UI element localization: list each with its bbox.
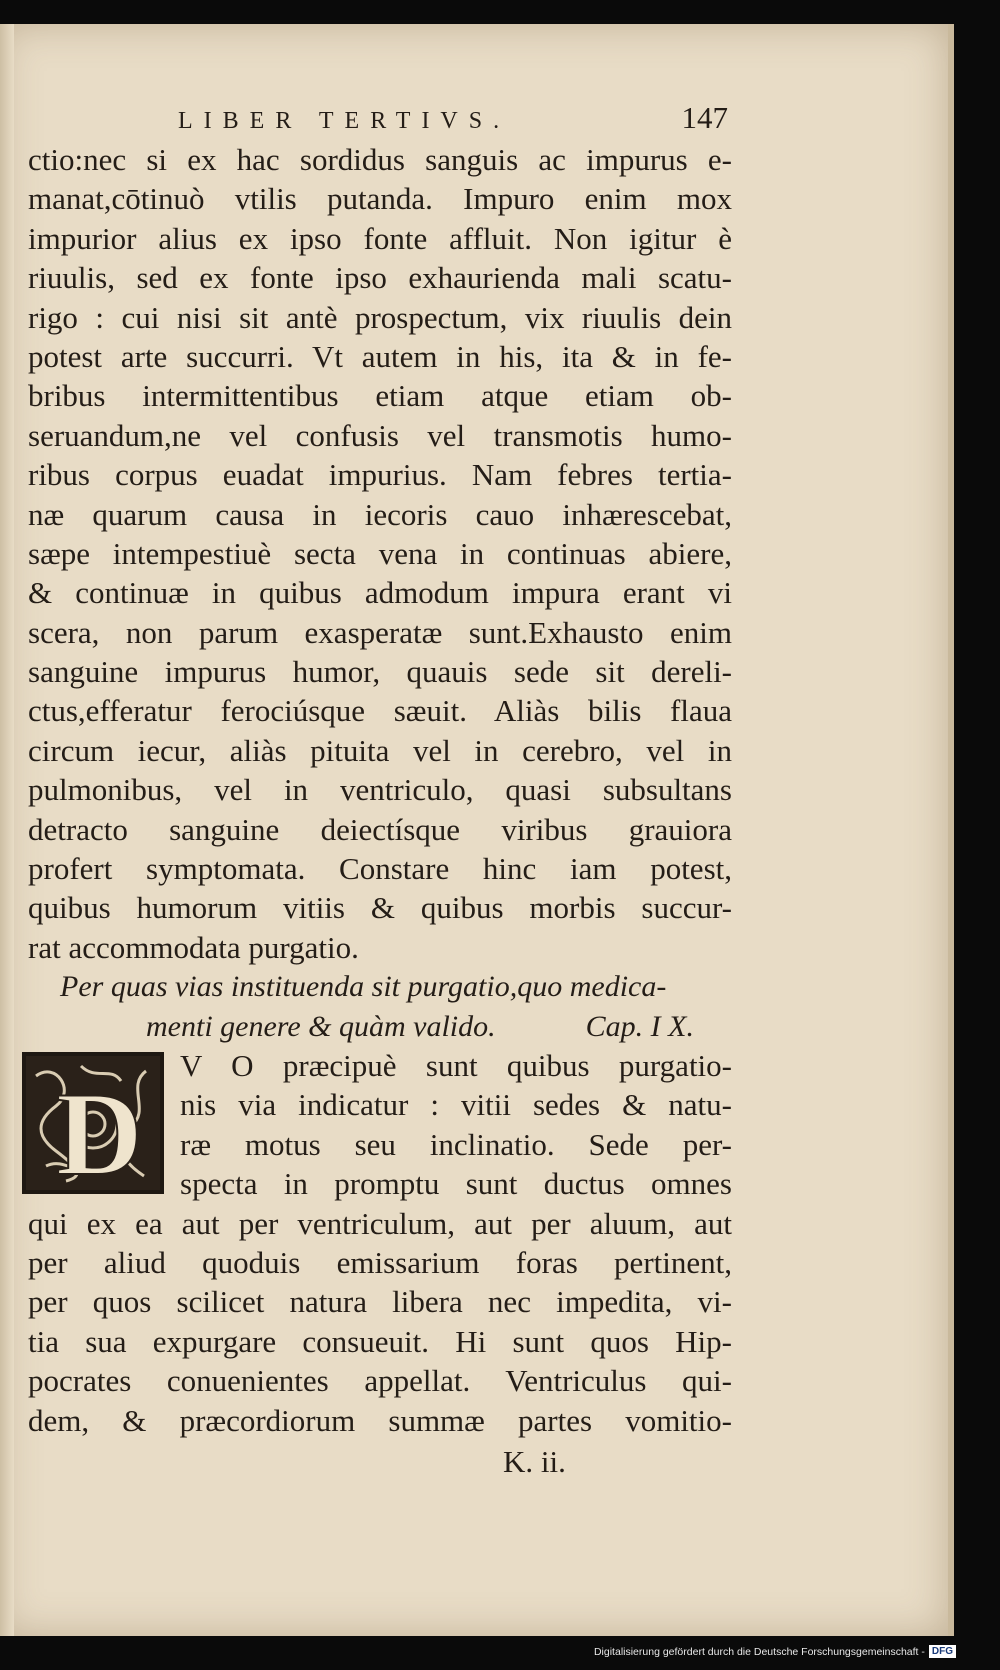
- text-line: ræ motus seu inclinatio. Sede per-: [180, 1126, 732, 1162]
- text-line: per aliud quoduis emissarium foras pertinent,: [28, 1244, 732, 1280]
- text-line: rat accommodata purgatio.: [28, 929, 359, 965]
- body-paragraph-2: [28, 1046, 732, 1440]
- chapter-heading-line: menti genere & quàm valido.: [146, 1009, 496, 1043]
- chapter-heading-line-2: [28, 1007, 732, 1046]
- text-line: qui ex ea aut per ventriculum, aut per aluum, aut: [28, 1205, 732, 1241]
- text-line: specta in promptu sunt ductus omnes: [180, 1166, 732, 1202]
- text-line: potest arte succurri. Vt autem in his, ita & in fe-: [28, 338, 732, 374]
- page-gutter-shadow: [0, 24, 14, 1636]
- text-line: tia sua expurgare consueuit. Hi sunt quos Hip-: [28, 1323, 732, 1359]
- text-line: scera, non parum exasperatæ sunt.Exhausto enim: [28, 614, 732, 650]
- initial-glyph: D: [56, 1066, 143, 1190]
- text-line: sæpe intempestiuè secta vena in continuas abiere,: [28, 535, 732, 571]
- text-line: manat,cōtinuò vtilis putanda. Impuro enim mox: [28, 181, 732, 217]
- text-line: riuulis, sed ex fonte ipso exhaurienda mali scatu-: [28, 260, 732, 296]
- text-line: detracto sanguine deiectísque viribus grauiora: [28, 811, 732, 847]
- text-line: ribus corpus euadat impurius. Nam febres tertia-: [28, 457, 732, 493]
- text-line: circum iecur, aliàs pituita vel in cerebro, vel in: [28, 732, 732, 768]
- text-line: rigo : cui nisi sit antè prospectum, vix riuulis dein: [28, 299, 732, 335]
- running-head: [28, 100, 732, 140]
- dfg-logo: DFG: [929, 1645, 956, 1658]
- text-line: V O præcipuè sunt quibus purgatio-: [180, 1047, 732, 1083]
- decorated-initial-d: [22, 1052, 164, 1194]
- text-line: seruandum,ne vel confusis vel transmotis humo-: [28, 417, 732, 453]
- text-line: bribus intermittentibus etiam atque etiam ob-: [28, 378, 732, 414]
- text-line: quibus humorum vitiis & quibus morbis succur-: [28, 890, 732, 926]
- text-line: sanguine impurus humor, quauis sede sit dereli-: [28, 654, 732, 690]
- chapter-heading: [28, 967, 732, 1046]
- credit-text: Digitalisierung gefördert durch die Deutsche Forschungsgemeinschaft -: [593, 1645, 925, 1658]
- chapter-number: Cap. I X.: [585, 1009, 694, 1043]
- signature-mark: K. ii.: [503, 1443, 566, 1479]
- text-line: nis via indicatur : vitii sedes & natu-: [180, 1087, 732, 1123]
- text-line: pulmonibus, vel in ventriculo, quasi subsultans: [28, 772, 732, 808]
- page-text: [28, 100, 732, 1484]
- page-number: 147: [681, 100, 728, 135]
- text-line: næ quarum causa in iecoris cauo inhærescebat,: [28, 496, 732, 532]
- text-line: per quos scilicet natura libera nec impedita, vi-: [28, 1284, 732, 1320]
- text-line: dem, & præcordiorum summæ partes vomitio-: [28, 1402, 732, 1438]
- text-line: pocrates conuenientes appellat. Ventriculus qui-: [28, 1363, 732, 1399]
- body-paragraph-1: [28, 140, 732, 967]
- digitization-credit: [594, 1645, 956, 1658]
- chapter-heading-line: Per quas vias instituenda sit purgatio,quo medica-: [60, 970, 667, 1004]
- text-line: ctio:nec si ex hac sordidus sanguis ac impurus e-: [28, 142, 732, 177]
- text-line: impurior alius ex ipso fonte affluit. Non igitur è: [28, 220, 732, 256]
- text-line: ctus,efferatur ferociúsque sæuit. Aliàs bilis flaua: [28, 693, 732, 729]
- text-line: & continuæ in quibus admodum impura erant vi: [28, 575, 732, 611]
- running-title: LIBER TERTIVS.: [178, 108, 511, 134]
- text-line: profert symptomata. Constare hinc iam potest,: [28, 851, 732, 887]
